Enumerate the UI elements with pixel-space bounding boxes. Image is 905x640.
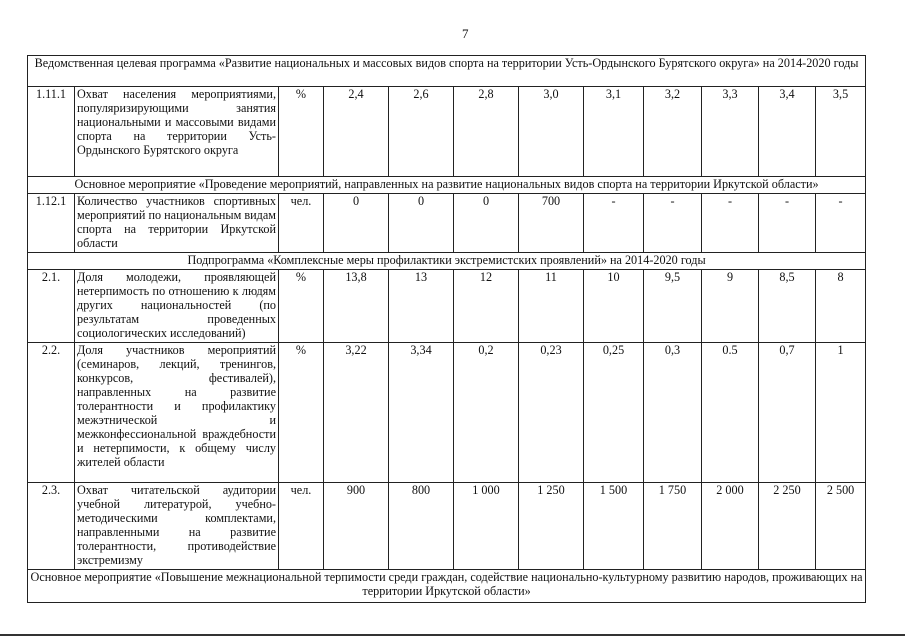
value-cell: 0	[324, 194, 389, 253]
indicator-description: Количество участников спортивных мероприятий по национальным видам спорта на территории Иркутской области	[75, 194, 279, 253]
value-cell: 3,2	[644, 87, 702, 177]
indicator-description: Доля участников мероприятий (семинаров, лекций, тренингов, конкурсов, фестивалей), направленных на развитие толерантности и профилактику межэтнической и межконфессиональной враждебности и нетерпимости, к общему числу жителей области	[75, 343, 279, 483]
value-cell: 13,8	[324, 270, 389, 343]
value-cell: 1 750	[644, 483, 702, 570]
value-cell: -	[702, 194, 759, 253]
table-row	[28, 87, 866, 177]
row-index: 1.11.1	[28, 87, 75, 177]
value-cell: 1	[816, 343, 866, 483]
indicator-description: Охват населения мероприятиями, популяризирующими занятия национальными и массовыми видами спорта на территории Усть-Ордынского Бурятского округа	[75, 87, 279, 177]
table-row	[28, 343, 866, 483]
indicator-description: Доля молодежи, проявляющей нетерпимость по отношению к людям других национальностей (по результатам проведенных социологических исследований)	[75, 270, 279, 343]
value-cell: 0,23	[519, 343, 584, 483]
row-index: 2.3.	[28, 483, 75, 570]
unit-cell: чел.	[279, 194, 324, 253]
section-row	[28, 253, 866, 270]
unit-cell: чел.	[279, 483, 324, 570]
value-cell: 12	[454, 270, 519, 343]
row-index: 2.2.	[28, 343, 75, 483]
page-number: 7	[462, 26, 469, 41]
value-cell: 2,8	[454, 87, 519, 177]
value-cell: 3,3	[702, 87, 759, 177]
value-cell: -	[644, 194, 702, 253]
value-cell: 0,2	[454, 343, 519, 483]
value-cell: 700	[519, 194, 584, 253]
value-cell: 3,0	[519, 87, 584, 177]
value-cell: 900	[324, 483, 389, 570]
table-row	[28, 194, 866, 253]
unit-cell: %	[279, 270, 324, 343]
indicators-table	[27, 55, 866, 603]
value-cell: 3,34	[389, 343, 454, 483]
unit-cell: %	[279, 87, 324, 177]
unit-cell: %	[279, 343, 324, 483]
value-cell: 2,6	[389, 87, 454, 177]
section-row	[28, 56, 866, 87]
row-index: 2.1.	[28, 270, 75, 343]
value-cell: -	[759, 194, 816, 253]
section-row	[28, 177, 866, 194]
indicator-description: Охват читательской аудитории учебной литературой, учебно-методическими комплектами, направленными на развитие толерантности, противодействие экстремизму	[75, 483, 279, 570]
value-cell: 0	[454, 194, 519, 253]
value-cell: -	[816, 194, 866, 253]
value-cell: 800	[389, 483, 454, 570]
value-cell: -	[584, 194, 644, 253]
value-cell: 1 500	[584, 483, 644, 570]
value-cell: 0,25	[584, 343, 644, 483]
table-row	[28, 483, 866, 570]
section-heading: Основное мероприятие «Повышение межнациональной терпимости среди граждан, содействие национально-культурному развитию народов, проживающих на территории Иркутской области»	[28, 570, 866, 603]
value-cell: 3,5	[816, 87, 866, 177]
value-cell: 1 250	[519, 483, 584, 570]
value-cell: 2 500	[816, 483, 866, 570]
value-cell: 0	[389, 194, 454, 253]
value-cell: 1 000	[454, 483, 519, 570]
value-cell: 2 000	[702, 483, 759, 570]
value-cell: 3,4	[759, 87, 816, 177]
value-cell: 0,3	[644, 343, 702, 483]
value-cell: 8,5	[759, 270, 816, 343]
page-bottom-rule	[0, 634, 905, 636]
value-cell: 9	[702, 270, 759, 343]
value-cell: 3,22	[324, 343, 389, 483]
value-cell: 10	[584, 270, 644, 343]
table-row	[28, 270, 866, 343]
value-cell: 8	[816, 270, 866, 343]
value-cell: 2 250	[759, 483, 816, 570]
value-cell: 13	[389, 270, 454, 343]
row-index: 1.12.1	[28, 194, 75, 253]
value-cell: 0,7	[759, 343, 816, 483]
section-heading: Основное мероприятие «Проведение мероприятий, направленных на развитие национальных видов спорта на территории Иркутской области»	[28, 177, 866, 194]
section-heading: Подпрограмма «Комплексные меры профилактики экстремистских проявлений» на 2014-2020 годы	[28, 253, 866, 270]
section-heading: Ведомственная целевая программа «Развитие национальных и массовых видов спорта на территории Усть-Ордынского Бурятского округа» на 2014-2020 годы	[28, 56, 866, 87]
value-cell: 11	[519, 270, 584, 343]
section-row	[28, 570, 866, 603]
value-cell: 2,4	[324, 87, 389, 177]
value-cell: 3,1	[584, 87, 644, 177]
value-cell: 0.5	[702, 343, 759, 483]
value-cell: 9,5	[644, 270, 702, 343]
